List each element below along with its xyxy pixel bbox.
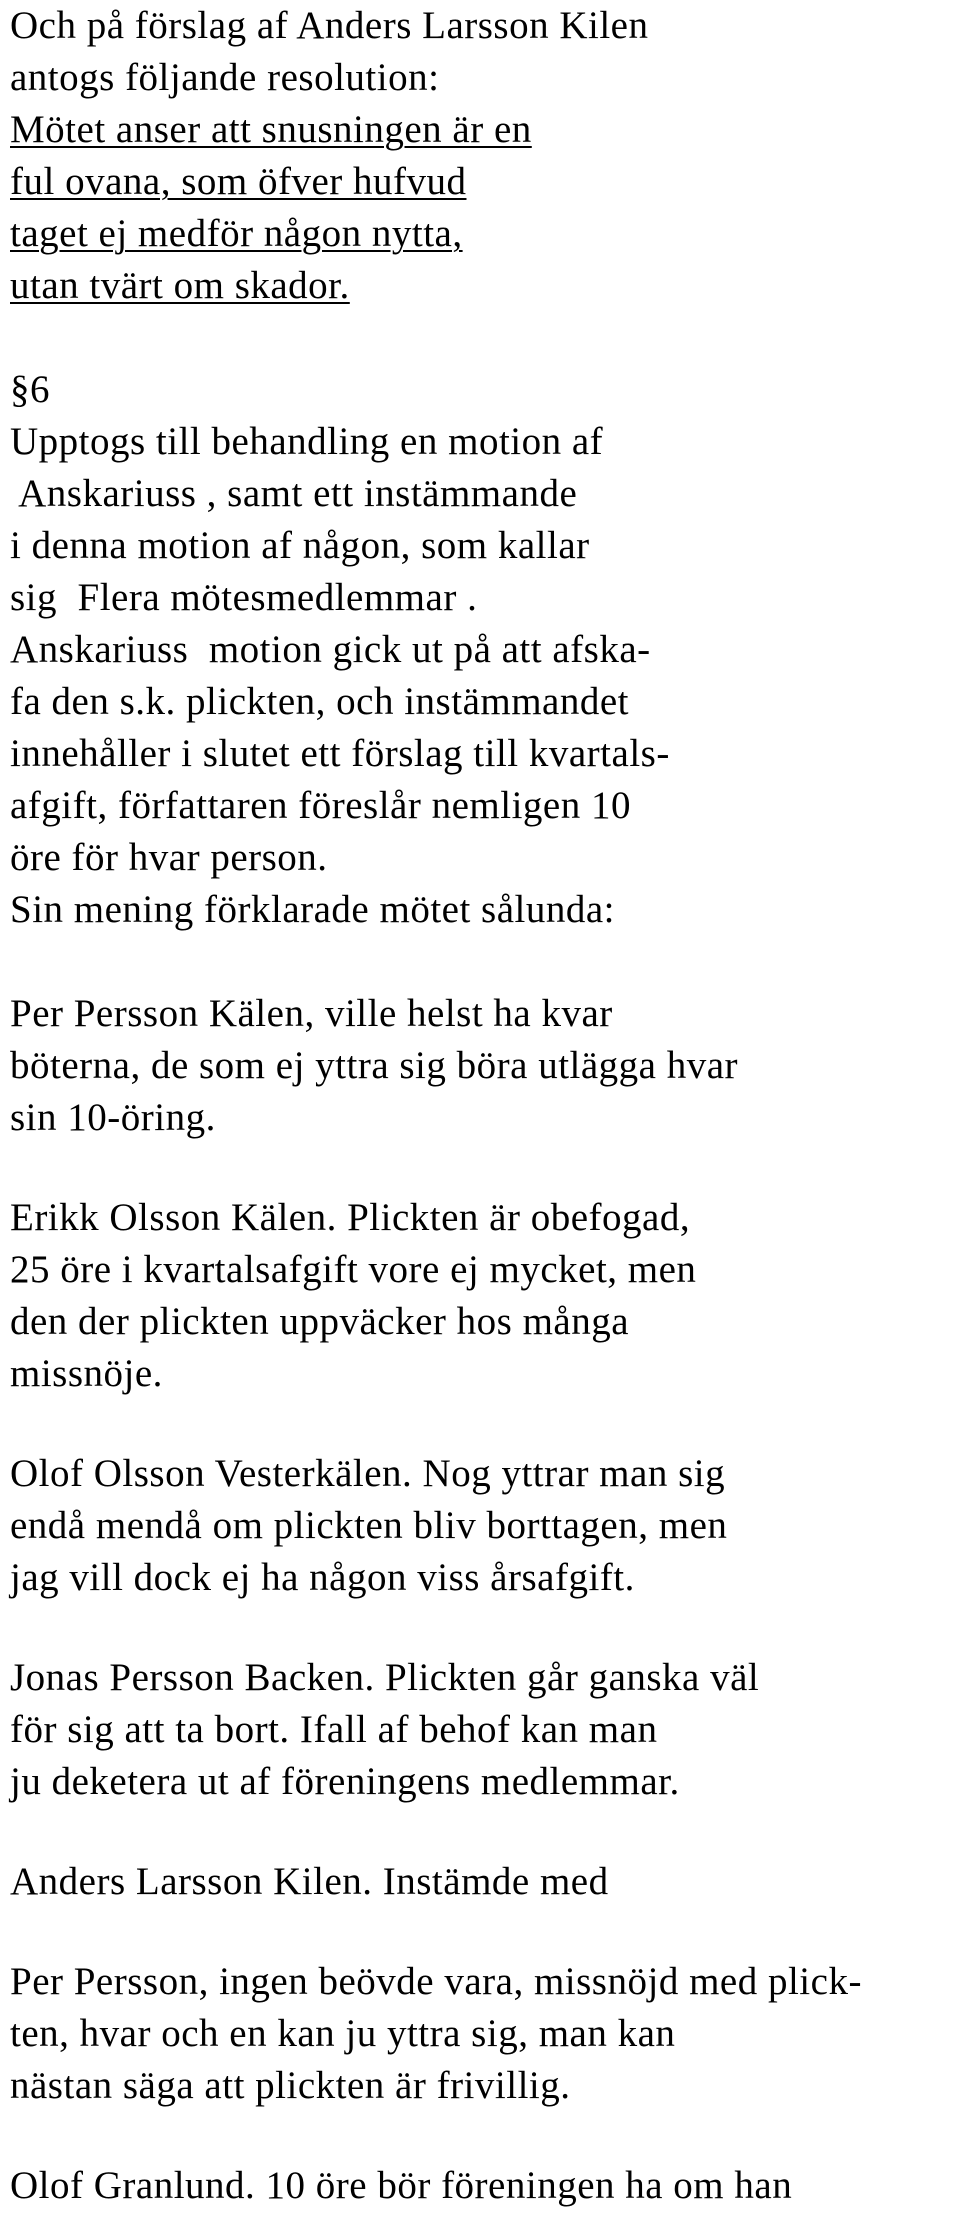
text-line: den der plickten uppväcker hos många <box>10 1300 630 1343</box>
text-line: Jonas Persson Backen. Plickten går ganska väl <box>10 1656 760 1699</box>
opinion-anders-larsson <box>10 1856 950 1908</box>
text-line: endå mendå om plickten bliv borttagen, men <box>10 1504 728 1547</box>
opinion-olof-olsson <box>10 1448 950 1604</box>
paragraph-resolution <box>10 0 950 312</box>
underlined-text-line: taget ej medför någon nytta, <box>10 212 463 255</box>
text-line: Upptogs till behandling en motion af <box>10 420 604 463</box>
text-line: antogs följande resolution: <box>10 56 440 99</box>
text-line: Per Persson Kälen, ville helst ha kvar <box>10 992 613 1035</box>
underlined-text-line: utan tvärt om skador. <box>10 264 350 307</box>
text-line: för sig att ta bort. Ifall af behof kan man <box>10 1708 658 1751</box>
text-line: Sin mening förklarade mötet sålunda: <box>10 888 616 931</box>
text-line: Olof Olsson Vesterkälen. Nog yttrar man sig <box>10 1452 726 1495</box>
paragraph-gap <box>10 936 950 988</box>
section-heading: §6 <box>10 368 50 411</box>
text-line: Anskariuss motion gick ut på att afska- <box>10 628 651 671</box>
underlined-text-line: ful ovana, som öfver hufvud <box>10 160 467 203</box>
paragraph-gap <box>10 1604 950 1652</box>
text-line: fa den s.k. plickten, och instämmandet <box>10 680 630 723</box>
text-line: jag vill dock ej ha någon viss årsafgift. <box>10 1556 635 1599</box>
text-line: innehåller i slutet ett förslag till kvartals- <box>10 732 670 775</box>
text-line: öre för hvar person. <box>10 836 328 879</box>
paragraph-gap <box>10 1400 950 1448</box>
text-line: Och på förslag af Anders Larsson Kilen <box>10 4 649 47</box>
paragraph-gap <box>10 1144 950 1192</box>
text-line: i denna motion af någon, som kallar <box>10 524 590 567</box>
opinion-erikk-olsson <box>10 1192 950 1400</box>
text-line: 25 öre i kvartalsafgift vore ej mycket, men <box>10 1248 697 1291</box>
text-line: Per Persson, ingen beövde vara, missnöjd med plick- <box>10 1960 862 2003</box>
underlined-text-line: Mötet anser att snusningen är en <box>10 108 532 151</box>
text-line: sin 10-öring. <box>10 1096 216 1139</box>
text-line: ten, hvar och en kan ju yttra sig, man kan <box>10 2012 676 2055</box>
text-line: nästan säga att plickten är frivillig. <box>10 2064 571 2107</box>
document-page <box>10 0 950 2212</box>
paragraph-gap <box>10 312 950 364</box>
text-line: Anskariuss , samt ett instämmande <box>10 472 578 515</box>
text-line: ju deketera ut af föreningens medlemmar. <box>10 1760 680 1803</box>
text-line: Anders Larsson Kilen. Instämde med <box>10 1860 609 1903</box>
paragraph-gap <box>10 2112 950 2160</box>
text-line: böterna, de som ej yttra sig böra utlägga hvar <box>10 1044 739 1087</box>
text-line: sig Flera mötesmedlemmar . <box>10 576 478 619</box>
text-line: afgift, författaren föreslår nemligen 10 <box>10 784 631 827</box>
section-6 <box>10 364 950 936</box>
opinion-olof-granlund <box>10 2160 950 2212</box>
paragraph-gap <box>10 1908 950 1956</box>
opinion-per-persson <box>10 988 950 1144</box>
text-line: Olof Granlund. 10 öre bör föreningen ha om han <box>10 2164 793 2207</box>
text-line: missnöje. <box>10 1352 163 1395</box>
text-line: Erikk Olsson Kälen. Plickten är obefogad, <box>10 1196 691 1239</box>
paragraph-gap <box>10 1808 950 1856</box>
opinion-jonas-persson <box>10 1652 950 1808</box>
opinion-per-persson-2 <box>10 1956 950 2112</box>
